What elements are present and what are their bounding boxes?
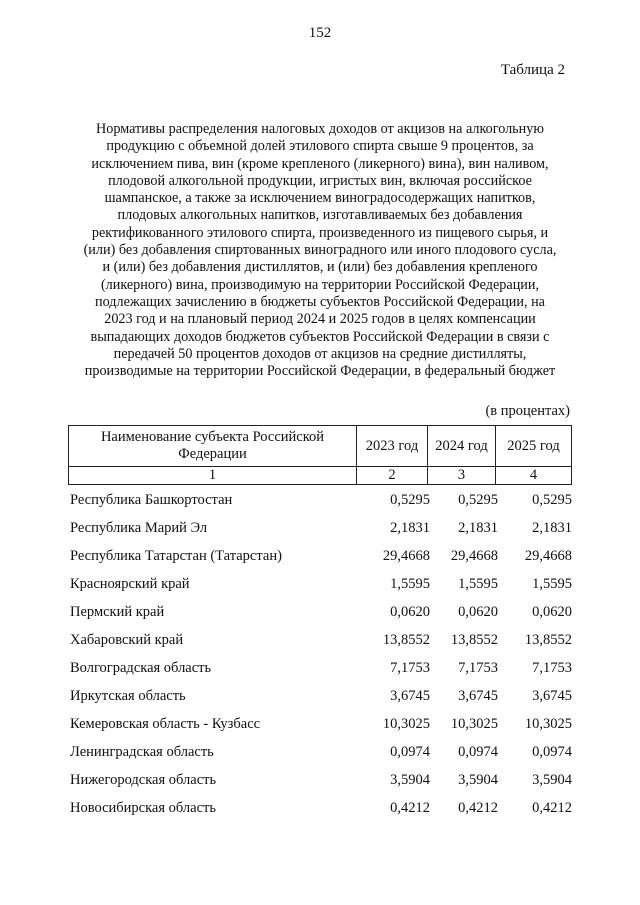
title-line: выпадающих доходов бюджетов субъектов Российской Федерации в связи с <box>90 328 550 345</box>
value-2023: 3,5904 <box>390 771 430 788</box>
subject-name: Волгоградская область <box>70 659 212 676</box>
subject-name: Республика Татарстан (Татарстан) <box>70 547 282 564</box>
subject-name: Кемеровская область - Кузбасс <box>70 715 261 732</box>
value-2024: 7,1753 <box>458 659 498 676</box>
title-line: (или) без добавления спиртованных виноградного или иного плодового сусла, <box>83 242 557 259</box>
value-2023: 0,4212 <box>390 799 430 816</box>
value-2023: 29,4668 <box>382 547 430 564</box>
subject-name: Иркутская область <box>70 687 186 704</box>
title-line: ректификованного этилового спирта, произведенного из пищевого сырья, и <box>91 224 549 241</box>
unit-note: (в процентах) <box>485 403 570 419</box>
value-2024: 10,3025 <box>450 715 498 732</box>
table-row <box>68 682 572 710</box>
value-2024: 13,8552 <box>450 631 498 648</box>
value-2023: 2,1831 <box>390 519 430 536</box>
header-2024: 2024 год <box>428 426 496 467</box>
table-row <box>68 598 572 626</box>
title-line: и (или) без добавления дистиллятов, и (или) без добавления крепленого <box>102 259 538 276</box>
title-line: шампанское, а также за исключением виноградосодержащих напитков, <box>104 190 536 207</box>
value-2023: 13,8552 <box>382 631 430 648</box>
subject-name: Ленинградская область <box>70 743 214 760</box>
value-2025: 13,8552 <box>524 631 572 648</box>
value-2023: 0,0974 <box>390 743 430 760</box>
subject-name: Хабаровский край <box>70 631 184 648</box>
subject-name: Республика Башкортостан <box>70 491 233 508</box>
table-row <box>68 486 572 514</box>
document-title <box>60 121 580 380</box>
table-row <box>68 570 572 598</box>
title-line: передачей 50 процентов доходов от акцизов на средние дистилляты, <box>113 345 527 362</box>
col-number-4: 4 <box>496 467 572 485</box>
value-2025: 3,5904 <box>532 771 572 788</box>
value-2024: 0,4212 <box>458 799 498 816</box>
value-2024: 2,1831 <box>458 519 498 536</box>
table-body <box>68 486 572 822</box>
table-header <box>68 425 572 485</box>
table-label: Таблица 2 <box>500 62 565 78</box>
value-2024: 0,0974 <box>458 743 498 760</box>
table-row <box>68 626 572 654</box>
subject-name: Новосибирская область <box>70 799 216 816</box>
value-2025: 1,5595 <box>532 575 572 592</box>
subject-name: Пермский край <box>70 603 165 620</box>
table-row <box>68 766 572 794</box>
table-row <box>68 542 572 570</box>
subject-name: Красноярский край <box>70 575 190 592</box>
value-2023: 10,3025 <box>382 715 430 732</box>
table-row <box>68 794 572 822</box>
header-subject: Наименование субъекта Российской Федерации <box>69 426 357 467</box>
value-2025: 2,1831 <box>532 519 572 536</box>
value-2024: 3,5904 <box>458 771 498 788</box>
title-line: 2023 год и на плановый период 2024 и 2025 годов в целях компенсации <box>104 311 536 328</box>
value-2025: 0,5295 <box>532 491 572 508</box>
title-line: плодовой алкогольной продукции, игристых вин, включая российское <box>108 172 532 189</box>
subject-name: Нижегородская область <box>70 771 217 788</box>
header-2023: 2023 год <box>357 426 428 467</box>
table-row <box>68 738 572 766</box>
page-number: 152 <box>308 25 332 41</box>
table-row <box>68 514 572 542</box>
value-2023: 3,6745 <box>390 687 430 704</box>
table-row <box>68 710 572 738</box>
title-line: производимые на территории Российской Федерации, в федеральный бюджет <box>84 363 556 380</box>
table-row <box>68 654 572 682</box>
title-line: Нормативы распределения налоговых доходов от акцизов на алкогольную <box>96 121 544 137</box>
value-2023: 0,0620 <box>390 603 430 620</box>
value-2024: 1,5595 <box>458 575 498 592</box>
col-number-1: 1 <box>69 467 357 485</box>
value-2023: 1,5595 <box>390 575 430 592</box>
value-2024: 3,6745 <box>458 687 498 704</box>
value-2024: 29,4668 <box>450 547 498 564</box>
title-line: продукцию с объемной долей этилового спирта свыше 9 процентов, за <box>106 138 534 155</box>
title-line: (ликерного) вина, производимую на территории Российской Федерации, <box>100 276 540 293</box>
value-2025: 10,3025 <box>524 715 572 732</box>
header-2025: 2025 год <box>496 426 572 467</box>
col-number-3: 3 <box>428 467 496 485</box>
value-2024: 0,0620 <box>458 603 498 620</box>
value-2025: 29,4668 <box>524 547 572 564</box>
value-2023: 0,5295 <box>390 491 430 508</box>
value-2024: 0,5295 <box>458 491 498 508</box>
col-number-2: 2 <box>357 467 428 485</box>
value-2025: 3,6745 <box>532 687 572 704</box>
subject-name: Республика Марий Эл <box>70 519 208 536</box>
value-2025: 0,4212 <box>532 799 572 816</box>
title-line: подлежащих зачислению в бюджеты субъектов Российской Федерации, на <box>95 293 545 310</box>
value-2025: 0,0620 <box>532 603 572 620</box>
value-2025: 0,0974 <box>532 743 572 760</box>
value-2025: 7,1753 <box>532 659 572 676</box>
title-line: исключением пива, вин (кроме крепленого (ликерного) вина), вин наливом, <box>91 155 549 172</box>
title-line: плодовых алкогольных напитков, изготавливаемых без добавления <box>117 207 523 224</box>
value-2023: 7,1753 <box>390 659 430 676</box>
